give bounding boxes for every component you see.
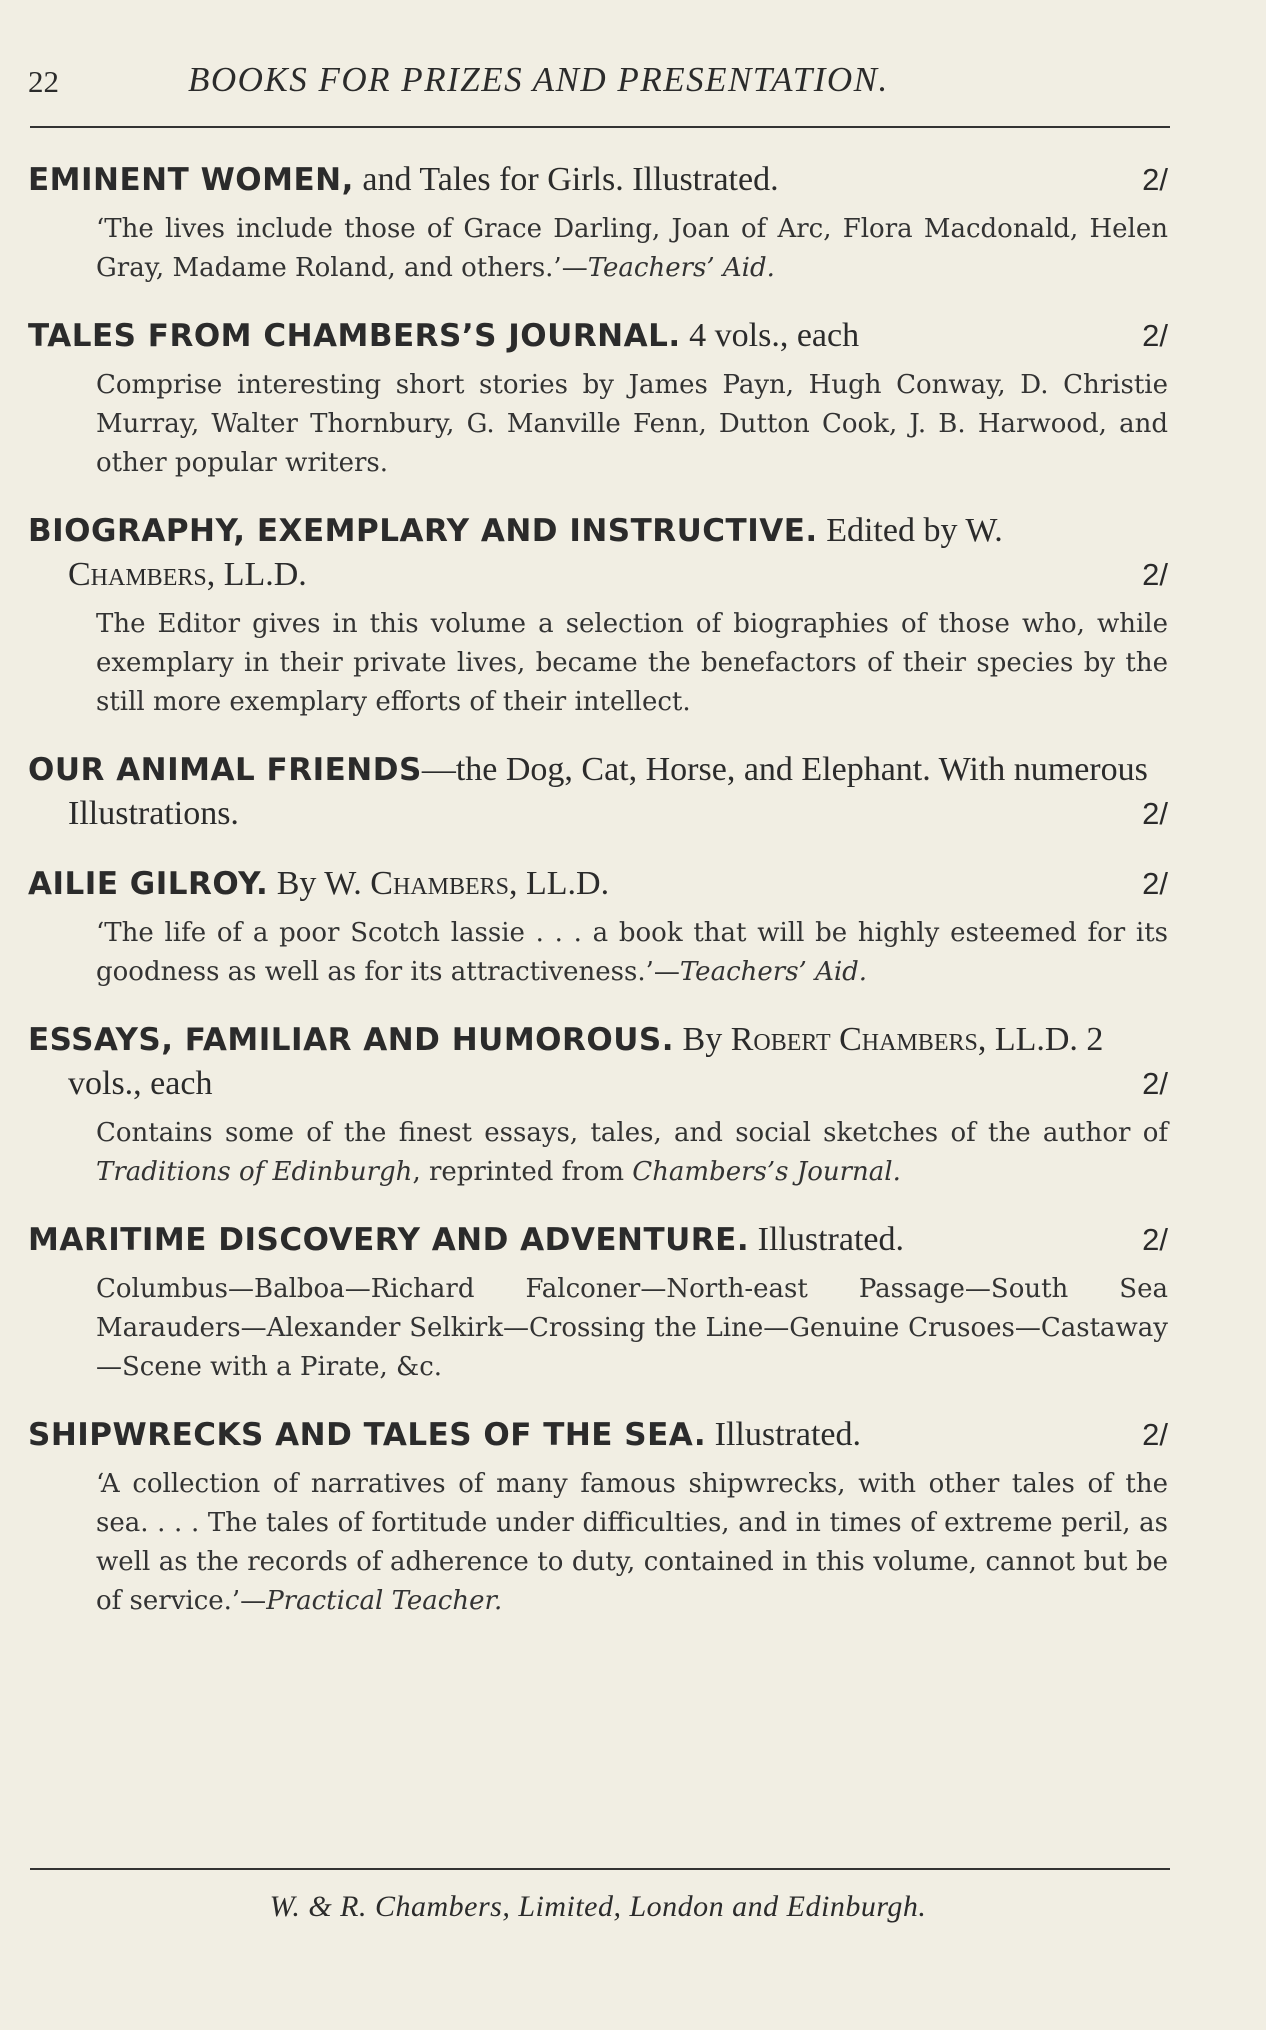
book-list: [28, 158, 1168, 1647]
page-header: [28, 60, 1168, 110]
book-description: [96, 914, 1168, 992]
description-source: Teachers’ Aid.: [679, 957, 868, 987]
book-subtitle: —the Dog, Cat, Horse, and Elephant. With numerous Illustrations.: [68, 751, 1148, 832]
price: 2/: [1142, 1066, 1168, 1101]
page-number: 22: [28, 64, 59, 99]
price: 2/: [1142, 1417, 1168, 1452]
author-suffix: , LL.D.: [509, 865, 610, 902]
entry-heading: [28, 314, 1168, 358]
price: 2/: [1142, 866, 1168, 901]
author-name: Chambers: [370, 865, 509, 902]
description-italic-title: Chambers’s Journal.: [632, 1157, 901, 1187]
book-subtitle: 4 vols., each: [680, 317, 860, 354]
book-description: [96, 210, 1168, 288]
book-entry-ailie-gilroy: [28, 862, 1168, 992]
book-title: AILIE GILROY.: [28, 866, 269, 902]
book-title: ESSAYS, FAMILIAR AND HUMOROUS.: [28, 1022, 675, 1058]
description-italic-title: Traditions of Edinburgh: [96, 1157, 413, 1187]
book-title: OUR ANIMAL FRIENDS: [28, 752, 422, 788]
price: 2/: [1142, 557, 1168, 592]
entry-heading: [28, 509, 1168, 597]
entry-heading: [28, 1218, 1168, 1262]
price: 2/: [1142, 1222, 1168, 1257]
description-text: ‘The lives include those of Grace Darling, Joan of Arc, Flora Macdonald, Helen Gray, Madame Roland, and others.’—: [96, 214, 1168, 283]
price: 2/: [1142, 162, 1168, 197]
entry-heading: [28, 862, 1168, 906]
description-text: ‘The life of a poor Scotch lassie . . . a book that will be highly esteemed for its goodness as well as for its attractiveness.’—: [96, 918, 1168, 987]
book-title: TALES FROM CHAMBERS’S JOURNAL.: [28, 318, 681, 354]
description-text: ‘A collection of narratives of many famous shipwrecks, with other tales of the sea. . . . The tales of fortitude under difficulties, and in times of extreme peril, as well as the records of adherence to duty, contained in this volume, cannot but be of service.’—: [96, 1469, 1168, 1616]
description-source: Teachers’ Aid.: [587, 253, 775, 283]
entry-heading: [28, 1413, 1168, 1457]
description-source: Practical Teacher.: [266, 1586, 503, 1616]
book-title: SHIPWRECKS AND TALES OF THE SEA.: [28, 1417, 707, 1453]
book-entry-shipwrecks: [28, 1413, 1168, 1621]
book-entry-tales-chambers: [28, 314, 1168, 483]
book-entry-biography: [28, 509, 1168, 722]
running-head: BOOKS FOR PRIZES AND PRESENTATION.: [188, 60, 889, 99]
book-description: [96, 1114, 1168, 1192]
book-entry-eminent-women: [28, 158, 1168, 288]
author-name: Robert Chambers: [730, 1021, 978, 1058]
book-subtitle: and Tales for Girls. Illustrated.: [353, 161, 779, 198]
book-description: [96, 1465, 1168, 1621]
book-subtitle: By: [674, 1021, 723, 1058]
page: [28, 0, 1168, 2030]
publisher-imprint: W. & R. Chambers, Limited, London and Edinburgh.: [269, 1890, 927, 1923]
book-description: The Editor gives in this volume a selection of biographies of those who, while exemplary in their private lives, became the benefactors of their species by the still more exemplary efforts of their intellect.: [96, 609, 1168, 717]
book-title: MARITIME DISCOVERY AND ADVENTURE.: [28, 1222, 750, 1258]
price: 2/: [1142, 318, 1168, 353]
book-entry-maritime: [28, 1218, 1168, 1387]
author-suffix: , LL.D. 2 vols., each: [68, 1021, 1104, 1102]
footer-rule: [30, 1868, 1170, 1870]
author-name: Chambers: [68, 556, 207, 593]
book-subtitle: By W.: [268, 865, 362, 902]
entry-heading: [28, 748, 1168, 836]
price: 2/: [1142, 796, 1168, 831]
entry-heading: [28, 158, 1168, 202]
book-entry-animal-friends: [28, 748, 1168, 836]
book-description: Columbus—Balboa—Richard Falconer—North-east Passage—South Sea Marauders—Alexander Selkirk—Crossing the Line—Genuine Crusoes—Castaway—Scene with a Pirate, &c.: [96, 1274, 1168, 1382]
book-subtitle: Illustrated.: [749, 1221, 904, 1258]
header-rule: [30, 126, 1170, 128]
entry-heading: [28, 1018, 1168, 1106]
book-title: BIOGRAPHY, EXEMPLARY AND INSTRUCTIVE.: [28, 513, 818, 549]
book-description: Comprise interesting short stories by James Payn, Hugh Conway, D. Christie Murray, Walter Thornbury, G. Manville Fenn, Dutton Cook, J. B. Harwood, and other popular writers.: [96, 370, 1168, 478]
book-subtitle: Illustrated.: [706, 1416, 861, 1453]
book-subtitle: Edited by W.: [817, 512, 1003, 549]
book-entry-essays: [28, 1018, 1168, 1192]
description-text: Contains some of the finest essays, tales, and social sketches of the author of: [96, 1118, 1168, 1148]
book-title: EMINENT WOMEN,: [28, 162, 354, 198]
description-text: , reprinted from: [412, 1157, 633, 1187]
author-suffix: , LL.D.: [206, 556, 307, 593]
